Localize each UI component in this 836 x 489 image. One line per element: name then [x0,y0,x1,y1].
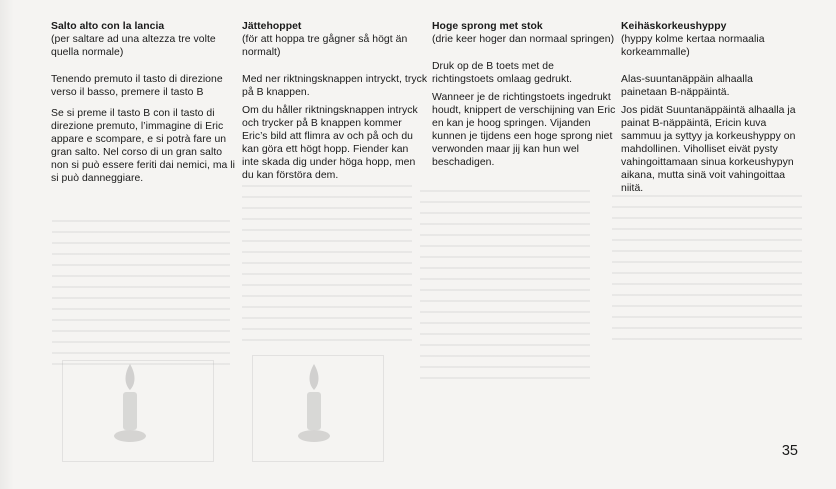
show-through-candle-illustration-left [112,362,148,448]
dutch-heading: Hoge sprong met stok [432,21,543,32]
show-through-text-right [612,195,802,345]
show-through-text-left [52,220,230,370]
dutch-paragraph: Wanneer je de richtingstoets ingedrukt houdt, knippert de verschijning van Eric en kan je hoog springen. Vijanden kunnen je tijdens een hoge sprong niet verwonden maar jij kan hun wel beschadigen. [432,92,616,168]
dutch-section [432,20,618,174]
italian-paragraph: Tenendo premuto il tasto di direzione verso il basso, premere il tasto B [51,74,223,98]
dutch-paragraph: Druk op de B toets met de richtingstoets omlaag gedrukt. [432,61,573,85]
show-through-text-center-right [420,190,590,380]
finnish-paragraph: Jos pidät Suuntanäppäintä alhaalla ja painat B-näppäintä, Ericin kuva sammuu ja syttyy ja korkeushyppy on mahdollinen. Viholliset eivät pysty vahingoittamaan sinua korkeushypyn aikana, mutta sinä voit vahingoittaa niitä. [621,105,796,194]
italian-paragraph: Se si preme il tasto B con il tasto di direzione premuto, l’immagine di Eric appare e scompare, e si potrà fare un gran salto. Nel corso di un gran salto non si può essere feriti dai nemici, ma li si può danneggiare. [51,108,236,184]
finnish-section [621,20,799,200]
italian-subheading: (per saltare ad una altezza tre volte quella normale) [51,34,216,58]
swedish-section [242,20,428,187]
swedish-heading: Jättehoppet [242,21,302,32]
show-through-text-center-left [242,185,412,345]
dutch-subheading: (drie keer hoger dan normaal springen) [432,34,615,45]
page-number: 35 [781,443,798,459]
italian-section [51,20,237,190]
finnish-paragraph: Alas-suuntanäppäin alhaalla painetaan B-näppäintä. [621,74,753,98]
finnish-subheading: (hyppy kolme kertaa normaalia korkeammalle) [621,34,765,58]
finnish-heading: Keihäskorkeushyppy [621,21,727,32]
swedish-paragraph: Med ner riktningsknappen intryckt, tryck på B knappen. [242,74,428,98]
italian-heading: Salto alto con la lancia [51,21,165,32]
swedish-subheading: (för att hoppa tre gågner så högt än normalt) [242,34,408,58]
swedish-paragraph: Om du håller riktningsknappen intryck och trycker på B knappen kommer Eric’s bild att flimra av och på och du kan göra ett högt hopp. Fiender kan inte skada dig under höga hopp, men du kan förstöra dem. [242,105,418,181]
show-through-candle-illustration-center [296,362,332,448]
